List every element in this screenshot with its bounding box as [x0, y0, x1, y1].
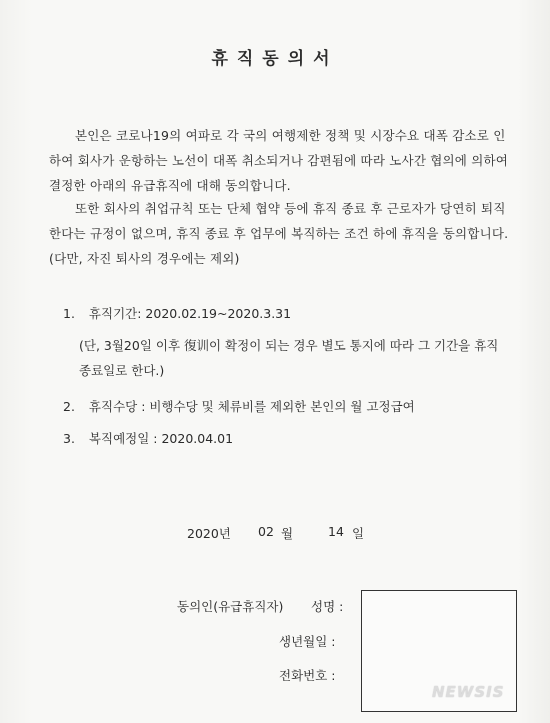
name-label: 성명 : [311, 599, 344, 614]
date-day: 14 [328, 524, 344, 539]
birth-label: 생년월일 : [279, 634, 336, 649]
news-watermark: NEWSIS [432, 683, 505, 701]
item-value: 2020.02.19~2020.3.31 [145, 306, 292, 321]
item-number: 1. [63, 306, 75, 321]
date-day-unit: 일 [352, 526, 365, 541]
item-leave-allowance [63, 397, 415, 415]
item-label: 휴직수당 : [88, 399, 146, 414]
consenter-label: 동의인(유급휴직자) [177, 599, 284, 614]
date-month: 02 [258, 524, 274, 539]
document-title: 휴직동의서 [211, 49, 339, 69]
date-month-unit: 월 [281, 526, 294, 541]
item-value: 2020.04.01 [161, 431, 234, 446]
item-number: 2. [63, 399, 75, 414]
date-year: 2020년 [187, 526, 231, 541]
item-number: 3. [63, 431, 75, 446]
leave-period-note: (단, 3월20일 이후 復训이 확정이 되는 경우 별도 통지에 따라 그 기간을 휴직종료일로 한다.) [79, 338, 499, 378]
item-leave-period [63, 304, 291, 322]
item-return-date [63, 429, 233, 447]
item-value: 비행수당 및 체류비를 제외한 본인의 월 고정급여 [149, 399, 415, 414]
paragraph-conditions: 또한 회사의 취업규칙 또는 단체 협약 등에 휴직 종료 후 근로자가 당연히 퇴직한다는 규정이 없으며, 휴직 종료 후 업무에 복직하는 조건 하에 휴직을 동의합니다. (다만, 자진 퇴사의 경우에는 제외) [49, 201, 509, 266]
item-label: 휴직기간: [88, 306, 142, 321]
item-label: 복직예정일 : [88, 431, 158, 446]
paragraph-consent: 본인은 코로나19의 여파로 각 국의 여행제한 정책 및 시장수요 대폭 감소로 인하여 회사가 운항하는 노선이 대폭 취소되거나 감편됨에 따라 노사간 협의에 의하여 결정한 아래의 유급휴직에 대해 동의합니다. [49, 128, 509, 193]
phone-label: 전화번호 : [279, 668, 336, 683]
